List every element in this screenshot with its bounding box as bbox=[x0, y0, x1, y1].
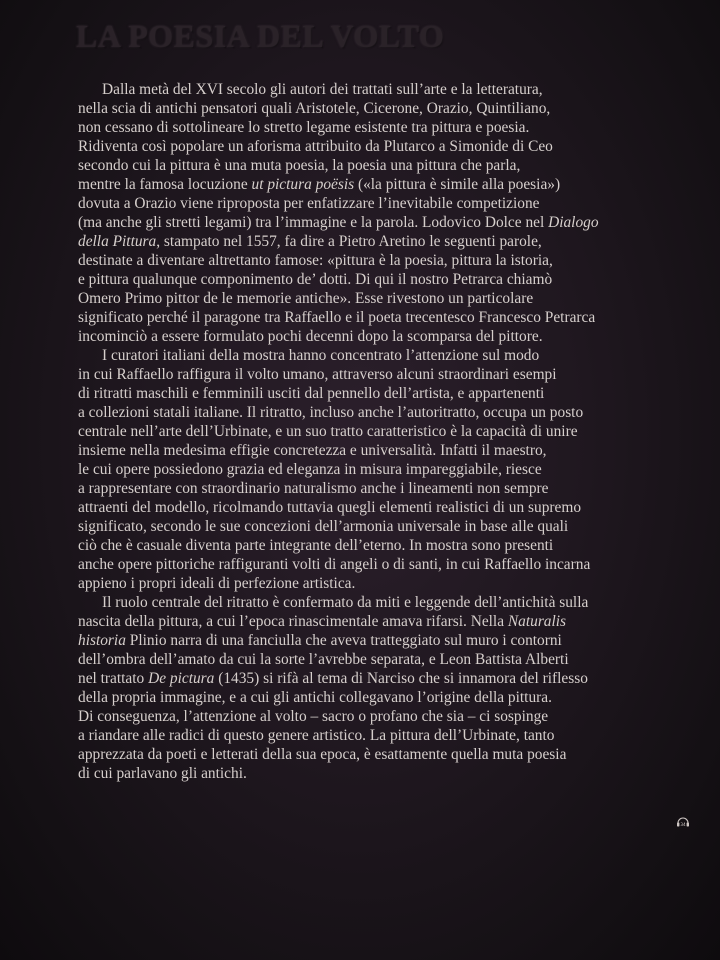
text-line bbox=[78, 555, 678, 574]
text-segment: Ridiventa così popolare un aforisma attribuito da Plutarco a Simonide di Ceo bbox=[78, 138, 553, 155]
text-line bbox=[78, 688, 678, 707]
text-segment: Di conseguenza, l’attenzione al volto – sacro o profano che sia – ci sospinge bbox=[78, 708, 549, 725]
text-segment: Dalla metà del XVI secolo gli autori dei trattati sull’arte e la letteratura, bbox=[102, 81, 543, 98]
text-line bbox=[78, 669, 678, 688]
text-segment: apprezzata da poeti e letterati della sua epoca, è esattamente quella muta poesia bbox=[78, 746, 567, 763]
text-line bbox=[78, 726, 678, 745]
text-segment: appieno i propri ideali di perfezione artistica. bbox=[78, 575, 356, 592]
panel-title: LA POESIA DEL VOLTO bbox=[76, 18, 445, 54]
text-segment: dovuta a Orazio viene riproposta per enfatizzare l’inevitabile competizione bbox=[78, 195, 540, 212]
text-line bbox=[78, 365, 678, 384]
text-line bbox=[78, 460, 678, 479]
body-paragraph bbox=[78, 346, 678, 593]
text-line bbox=[78, 612, 678, 631]
text-line bbox=[78, 194, 678, 213]
italic-title-text: Naturalis bbox=[507, 613, 567, 630]
text-segment: a riandare alle radici di questo genere artistico. La pittura dell’Urbinate, tanto bbox=[78, 727, 555, 744]
text-line bbox=[78, 479, 678, 498]
audio-guide-marker bbox=[676, 815, 690, 829]
text-segment: nascita della pittura, a cui l’epoca rinascimentale amava rifarsi. Nella bbox=[78, 613, 508, 630]
text-line bbox=[78, 118, 678, 137]
text-line bbox=[78, 137, 678, 156]
text-segment: a collezioni statali italiane. Il ritratto, incluso anche l’autoritratto, occupa un posto bbox=[78, 404, 584, 421]
audio-guide-number: 34 bbox=[680, 822, 686, 827]
text-line bbox=[78, 232, 678, 251]
text-line bbox=[78, 764, 678, 783]
text-line bbox=[78, 384, 678, 403]
text-line bbox=[78, 536, 678, 555]
text-line bbox=[78, 175, 678, 194]
text-segment: («la pittura è simile alla poesia») bbox=[354, 176, 561, 193]
text-line bbox=[78, 346, 678, 365]
text-segment: di cui parlavano gli antichi. bbox=[78, 765, 247, 782]
text-line bbox=[78, 574, 678, 593]
text-segment: Il ruolo centrale del ritratto è confermato da miti e leggende dell’antichità sulla bbox=[102, 594, 589, 611]
text-segment: , stampato nel 1557, fa dire a Pietro Aretino le seguenti parole, bbox=[156, 233, 542, 250]
text-segment: non cessano di sottolineare lo stretto legame esistente tra pittura e poesia. bbox=[78, 119, 530, 136]
audio-guide-icon bbox=[676, 815, 690, 829]
text-line bbox=[78, 517, 678, 536]
text-segment: Omero Primo pittor de le memorie antiche». Esse rivestono un particolare bbox=[78, 290, 534, 307]
text-segment: (1435) si rifà al tema di Narciso che si innamora del riflesso bbox=[214, 670, 588, 687]
text-line bbox=[78, 289, 678, 308]
text-line bbox=[78, 707, 678, 726]
text-line bbox=[78, 308, 678, 327]
text-segment: dell’ombra dell’amato da cui la sorte l’avrebbe separata, e Leon Battista Alberti bbox=[78, 651, 569, 668]
text-line bbox=[78, 403, 678, 422]
text-segment: e pittura qualunque componimento de’ dotti. Di qui il nostro Petrarca chiamò bbox=[78, 271, 553, 288]
text-segment: significato, secondo le sue concezioni dell’armonia universale in base alle quali bbox=[78, 518, 569, 535]
text-segment: le cui opere possiedono grazia ed eleganza in misura impareggiabile, riesce bbox=[78, 461, 542, 478]
text-line bbox=[78, 213, 678, 232]
text-segment: (ma anche gli stretti legami) tra l’immagine e la parola. Lodovico Dolce nel bbox=[78, 214, 549, 231]
italic-title-text: historia bbox=[78, 632, 126, 649]
text-segment: I curatori italiani della mostra hanno concentrato l’attenzione sul modo bbox=[102, 347, 540, 364]
body-paragraph bbox=[78, 593, 678, 783]
text-line bbox=[78, 327, 678, 346]
text-line bbox=[78, 593, 678, 612]
text-segment: in cui Raffaello raffigura il volto umano, attraverso alcuni straordinari esempi bbox=[78, 366, 557, 383]
text-segment: mentre la famosa locuzione bbox=[78, 176, 252, 193]
text-segment: significato perché il paragone tra Raffaello e il poeta trecentesco Francesco Petrarca bbox=[78, 309, 596, 326]
text-line bbox=[78, 631, 678, 650]
italic-title-text: della Pittura bbox=[78, 233, 157, 250]
text-segment: insieme nella medesima effigie concretezza e universalità. Infatti il maestro, bbox=[78, 442, 547, 459]
text-line bbox=[78, 251, 678, 270]
text-line bbox=[78, 270, 678, 289]
text-segment: attraenti del modello, ricolmando tuttavia quegli elementi realistici di un supremo bbox=[78, 499, 582, 516]
text-line bbox=[78, 650, 678, 669]
text-segment: anche opere pittoriche raffiguranti volti di angeli o di santi, in cui Raffaello incarna bbox=[78, 556, 591, 573]
italic-title-text: De pictura bbox=[148, 670, 215, 687]
text-line bbox=[78, 422, 678, 441]
text-segment: incominciò a essere formulato pochi decenni dopo la scomparsa del pittore. bbox=[78, 328, 543, 345]
text-segment: ciò che è casuale diventa parte integrante dell’eterno. In mostra sono presenti bbox=[78, 537, 554, 554]
text-line bbox=[78, 441, 678, 460]
text-segment: centrale nell’arte dell’Urbinate, e un suo tratto caratteristico è la capacità di unire bbox=[78, 423, 578, 440]
text-segment: nel trattato bbox=[78, 670, 149, 687]
italic-title-text: ut pictura poësis bbox=[251, 176, 355, 193]
text-line bbox=[78, 156, 678, 175]
text-segment: destinate a diventare altrettanto famose: «pittura è la poesia, pittura la istoria, bbox=[78, 252, 553, 269]
body-paragraph bbox=[78, 80, 678, 346]
text-line bbox=[78, 80, 678, 99]
text-segment: della propria immagine, e a cui gli antichi collegavano l’origine della pittura. bbox=[78, 689, 552, 706]
text-segment: secondo cui la pittura è una muta poesia, la poesia una pittura che parla, bbox=[78, 157, 521, 174]
text-segment: nella scia di antichi pensatori quali Aristotele, Cicerone, Orazio, Quintiliano, bbox=[78, 100, 551, 117]
text-segment: di ritratti maschili e femminili usciti dal pennello dell’artista, e appartenenti bbox=[78, 385, 545, 402]
text-segment: Plinio narra di una fanciulla che aveva tratteggiato sul muro i contorni bbox=[125, 632, 562, 649]
text-segment: a rappresentare con straordinario naturalismo anche i lineamenti non sempre bbox=[78, 480, 549, 497]
text-line bbox=[78, 745, 678, 764]
text-line bbox=[78, 99, 678, 118]
text-line bbox=[78, 498, 678, 517]
italic-title-text: Dialogo bbox=[548, 214, 599, 231]
panel-body-text bbox=[78, 80, 678, 783]
